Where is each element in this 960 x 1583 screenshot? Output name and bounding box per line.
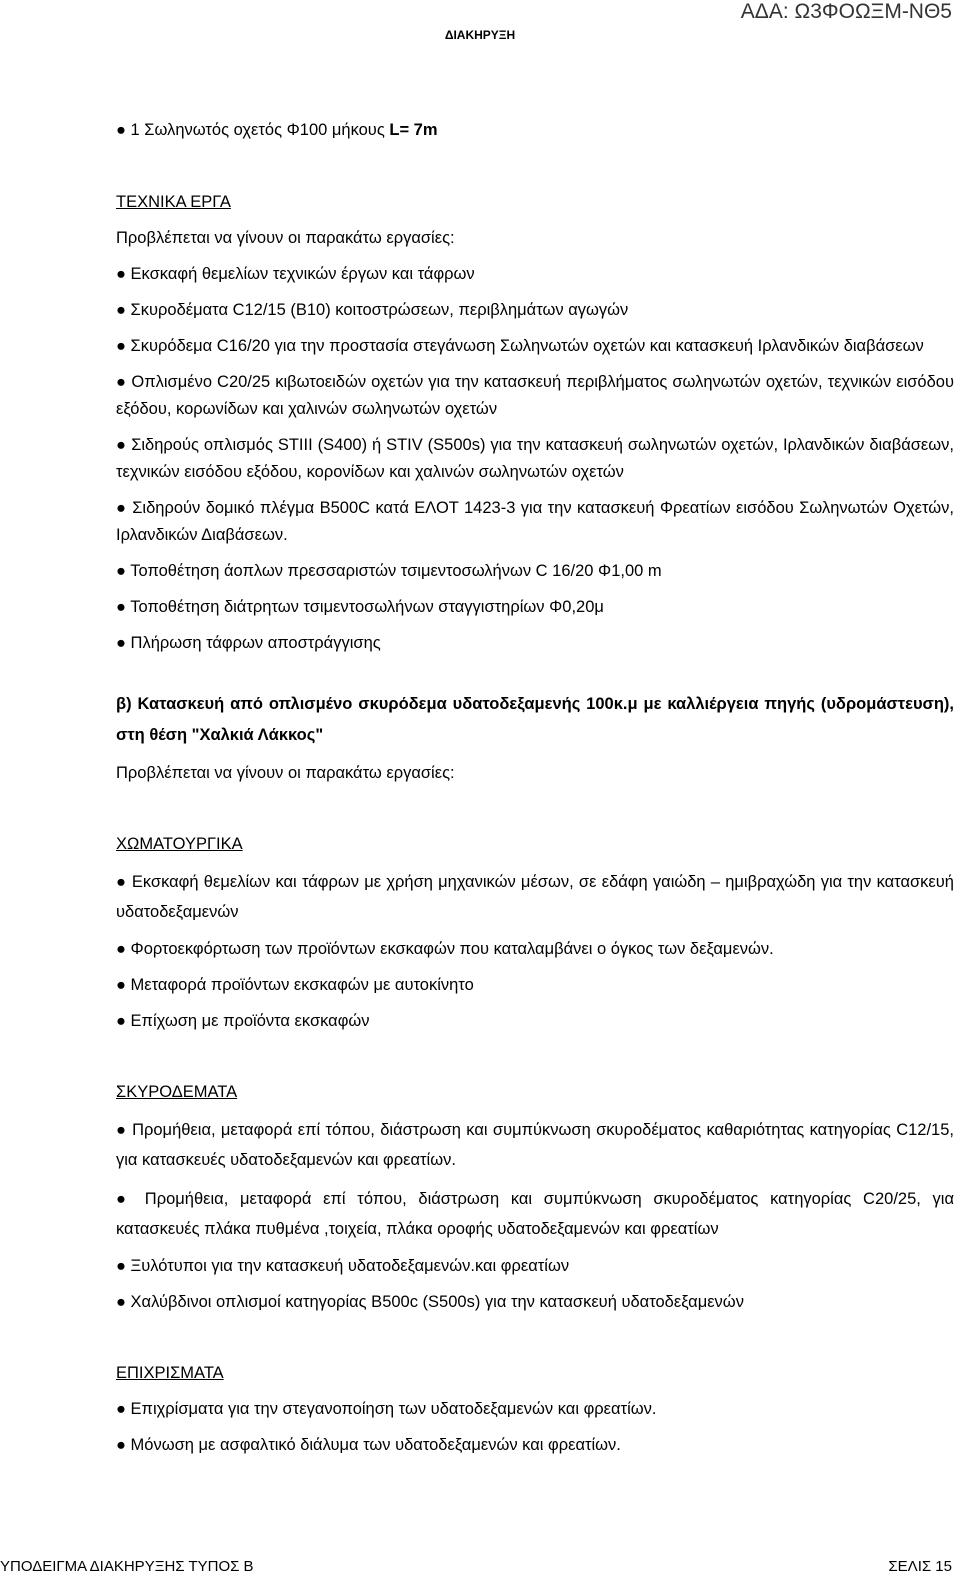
list-item: ● Σκυροδέματα C12/15 (Β10) κοιτοστρώσεων, περιβλημάτων αγωγών (116, 301, 629, 319)
list-item: ● Επίχωση με προϊόντα εκσκαφών (116, 1012, 370, 1030)
list-item: ● Πλήρωση τάφρων αποστράγγισης (116, 634, 381, 652)
page-number: ΣΕΛΙΣ 15 (888, 1558, 952, 1575)
list-item: ● Εκσκαφή θεμελίων και τάφρων με χρήση μηχανικών μέσων, σε εδάφη γαιώδη – ημιβραχώδη για την κατασκευή υδατοδεξαμενών (116, 873, 954, 921)
list-item: ● Τοποθέτηση άοπλων πρεσσαριστών τσιμεντοσωλήνων C 16/20 Φ1,00 m (116, 562, 662, 580)
section-heading: ΧΩΜΑΤΟΥΡΓΙΚΑ (116, 835, 243, 853)
list-item: ● Προμήθεια, μεταφορά επί τόπου, διάστρωση και συμπύκνωση σκυροδέματος κατηγορίας C20/25, για κατασκευές πλάκα πυθμένα ,τοιχεία, πλάκα οροφής υδατοδεξαμενών και φρεατίων (116, 1190, 954, 1238)
list-item: ● Σιδηρούς οπλισμός STIII (S400) ή STIV (S500s) για την κατασκευή σωληνωτών οχετών, Ιρλανδικών διαβάσεων, τεχνικών εισόδου εξόδου, κορονίδων και χαλινών σωληνωτών οχετών (116, 436, 954, 481)
section-intro: Προβλέπεται να γίνουν οι παρακάτω εργασίες: (116, 229, 455, 247)
list-item: ● Προμήθεια, μεταφορά επί τόπου, διάστρωση και συμπύκνωση σκυροδέματος καθαριότητας κατηγορίας C12/15, για κατασκευές υδατοδεξαμενών και φρεατίων. (116, 1121, 954, 1169)
footer-template-label: ΥΠΟΔΕΙΓΜΑ ΔΙΑΚΗΡΥΞΗΣ ΤΥΠΟΣ Β (0, 1558, 254, 1575)
list-item: ● Επιχρίσματα για την στεγανοποίηση των υδατοδεξαμενών και φρεατίων. (116, 1400, 657, 1418)
list-item (116, 117, 954, 144)
section-b-title: β) Κατασκευή από οπλισμένο σκυρόδεμα υδατοδεξαμενής 100κ.μ με καλλιέργεια πηγής (υδρομάστευση), στη θέση "Χαλκιά Λάκκος" (116, 695, 954, 744)
list-item: ● Σιδηρούν δομικό πλέγμα Β500C κατά ΕΛΟΤ 1423-3 για την κατασκευή Φρεατίων εισόδου Σωληνωτών Οχετών, Ιρλανδικών Διαβάσεων. (116, 499, 954, 544)
list-item: ● Τοποθέτηση διάτρητων τσιμεντοσωλήνων σταγγιστηρίων Φ0,20μ (116, 598, 604, 616)
list-item: ● Οπλισμένο C20/25 κιβωτοειδών οχετών για την κατασκευή περιβλήματος σωληνωτών οχετών, τεχνικών εισόδου εξόδου, κορωνίδων και χαλινών σωληνωτών οχετών (116, 373, 954, 418)
list-item: ● Μόνωση με ασφαλτικό διάλυμα των υδατοδεξαμενών και φρεατίων. (116, 1436, 621, 1454)
item-text: ● 1 Σωληνωτός οχετός Φ100 μήκους (116, 121, 390, 139)
section-heading: ΣΚΥΡΟΔΕΜΑΤΑ (116, 1083, 238, 1101)
list-item: ● Εκσκαφή θεμελίων τεχνικών έργων και τάφρων (116, 265, 475, 283)
section-intro: Προβλέπεται να γίνουν οι παρακάτω εργασίες: (116, 764, 455, 782)
list-item: ● Ξυλότυποι για την κατασκευή υδατοδεξαμενών.και φρεατίων (116, 1257, 570, 1275)
list-item: ● Μεταφορά προϊόντων εκσκαφών με αυτοκίνητο (116, 976, 474, 994)
document-code: ΑΔΑ: Ω3ΦΟΩΞΜ-ΝΘ5 (740, 0, 952, 23)
list-item: ● Σκυρόδεμα C16/20 για την προστασία στεγάνωση Σωληνωτών οχετών και κατασκευή Ιρλανδικών διαβάσεων (116, 337, 924, 355)
list-item: ● Χαλύβδινοι οπλισμοί κατηγορίας Β500c (S500s) για την κατασκευή υδατοδεξαμενών (116, 1293, 744, 1311)
header-label: ΔΙΑΚΗΡΥΞΗ (444, 28, 516, 42)
list-item: ● Φορτοεκφόρτωση των προϊόντων εκσκαφών που καταλαμβάνει ο όγκος των δεξαμενών. (116, 940, 774, 958)
section-heading: ΕΠΙΧΡΙΣΜΑΤΑ (116, 1364, 224, 1382)
section-heading: ΤΕΧΝΙΚΑ ΕΡΓΑ (116, 193, 231, 211)
document-body (116, 117, 954, 1459)
item-bold: L= 7m (389, 121, 438, 139)
